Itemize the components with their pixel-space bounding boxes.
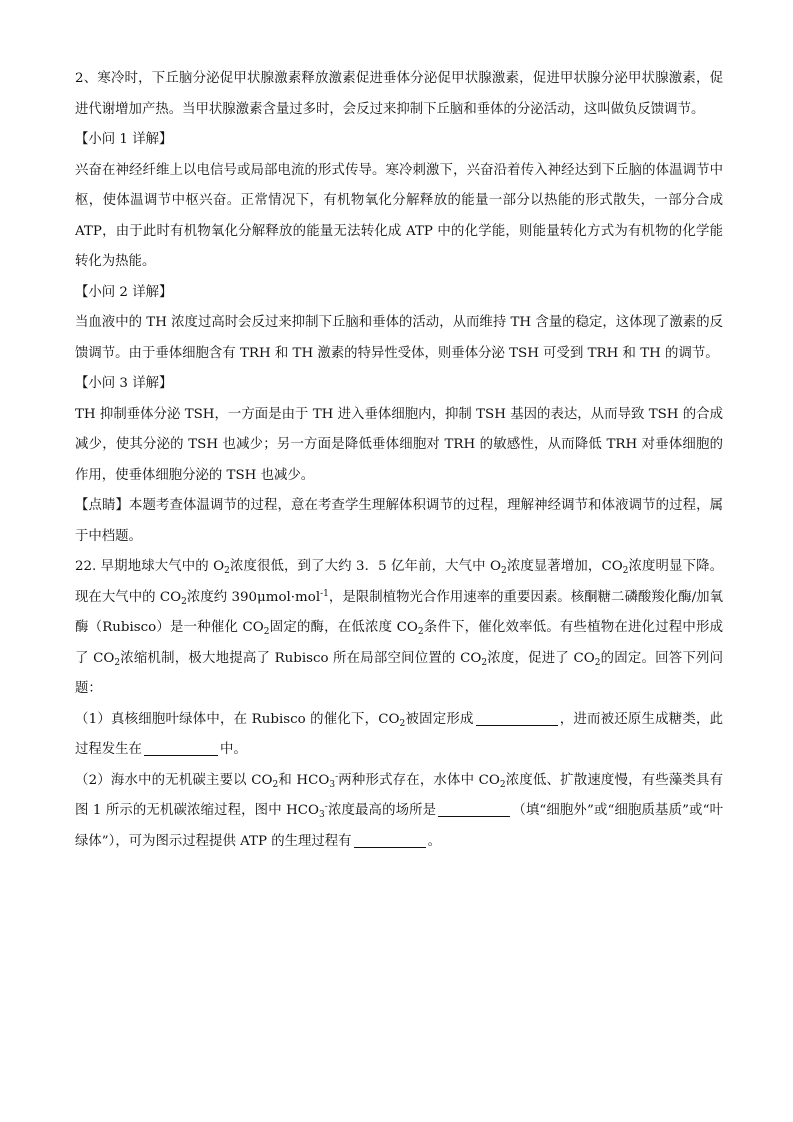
q3-explanation: TH 抑制垂体分泌 TSH，一方面是由于 TH 进入垂体细胞内，抑制 TSH 基因的表达，从而导致 TSH 的合成减少，使其分泌的 TSH 也减少；另一方面是降低垂体细胞对 TRH 的敏感性，从而降低 TRH 对垂体细胞的作用，使垂体细胞分泌的 TSH 也减少。 (75, 406, 723, 483)
sub-question-2: （2）海水中的无机碳主要以 $CO_2$和 $HCO_3^-$两种形式存在，水体中 $CO_2$浓度低、扩散速度慢，有些藻类具有图 1 所示的无机碳浓缩过程，图中 $HCO_3^-$浓度最高的场所是 （填“细胞外”或“细胞质基质”或“叶绿体”），可为图示过程提供 ATP 的生理过程有 。 (75, 771, 723, 849)
comment-paragraph: 【点睛】本题考查体温调节的过程，意在考查学生理解体积调节的过程，理解神经调节和体液调节的过程，属于中档题。 (75, 498, 723, 544)
answer-blank-3[interactable] (438, 800, 510, 817)
q1-heading: 【小问 1 详解】 (75, 132, 173, 147)
q3-heading: 【小问 3 详解】 (75, 376, 173, 391)
answer-blank-4[interactable] (354, 831, 426, 848)
answer-blank-1[interactable] (476, 709, 558, 726)
answer-blank-2[interactable] (144, 739, 218, 756)
paragraph-2: 2、寒冷时，下丘脑分泌促甲状腺激素释放激素促进垂体分泌促甲状腺激素，促进甲状腺分泌甲状腺激素，促进代谢增加产热。当甲状腺激素含量过多时，会反过来抑制下丘脑和垂体的分泌活动，这叫做负反馈调节。 (75, 71, 723, 117)
sub-question-1: （1）真核细胞叶绿体中，在 Rubisco 的催化下，$CO_2$被固定形成 ，进而被还原生成糖类，此过程发生在 中。 (75, 705, 723, 766)
q2-explanation: 当血液中的 TH 浓度过高时会反过来抑制下丘脑和垂体的活动，从而维持 TH 含量的稳定，这体现了激素的反馈调节。由于垂体细胞含有 TRH 和 TH 激素的特异性受体，则垂体分泌 TSH 可受到 TRH 和 TH 的调节。 (75, 315, 723, 361)
question-22-stem: 22. 早期地球大气中的 $O_2$浓度很低，到了大约 3．5 亿年前，大气中 $O_2$浓度显著增加，$CO_2$浓度明显下降。现在大气中的 $CO_2$浓度约 390μmol·mol$^{-1}$，是限制植物光合作用速率的重要因素。核酮糖二磷酸羧化酶/加氧酶（Rubisco）是一种催化 $CO_2$固定的酶，在低浓度 $CO_2$条件下，催化效率低。有些植物在进化过程中形成了 $CO_2$浓缩机制，极大地提高了 Rubisco 所在局部空间位置的 $CO_2$浓度，促进了 $CO_2$的固定。回答下列问题： (75, 559, 724, 696)
document-page (75, 64, 723, 857)
q2-heading: 【小问 2 详解】 (75, 284, 173, 300)
q1-explanation: 兴奋在神经纤维上以电信号或局部电流的形式传导。寒冷刺激下，兴奋沿着传入神经达到下丘脑的体温调节中枢，使体温调节中枢兴奋。正常情况下，有机物氧化分解释放的能量一部分以热能的形式散失，一部分合成 ATP，由于此时有机物氧化分解释放的能量无法转化成 ATP 中的化学能，则能量转化方式为有机物的化学能转化为热能。 (75, 162, 723, 269)
